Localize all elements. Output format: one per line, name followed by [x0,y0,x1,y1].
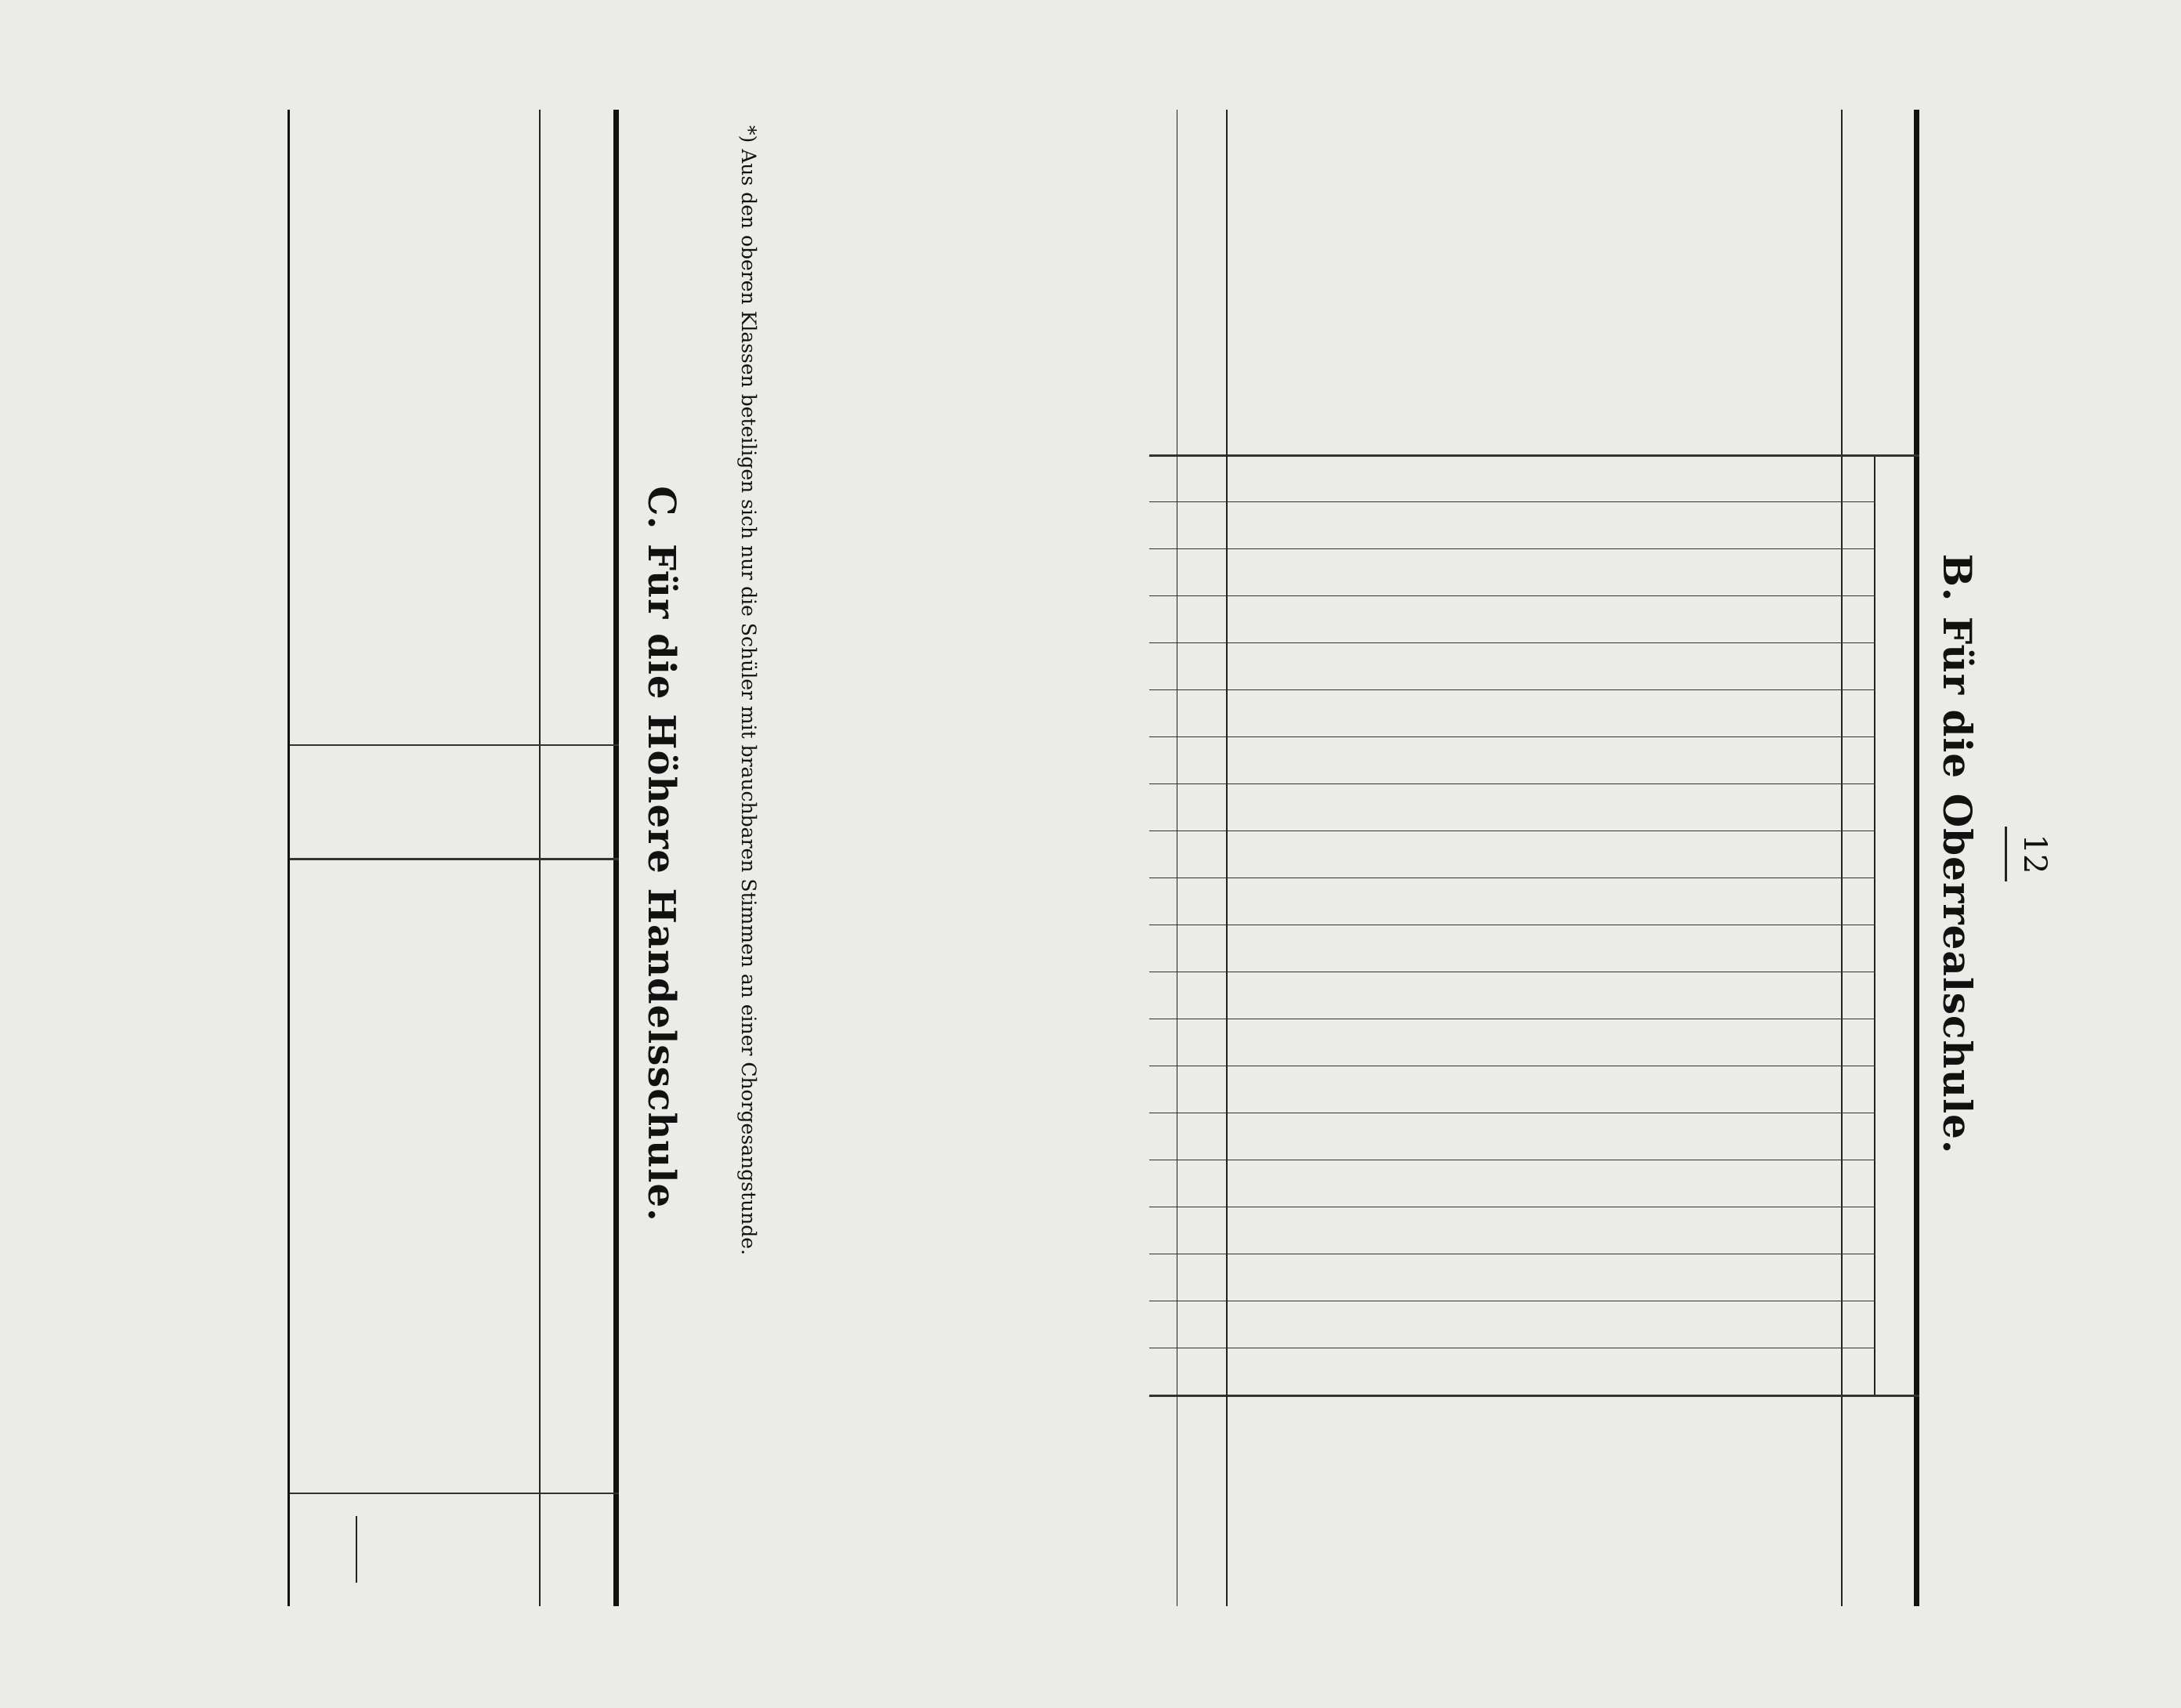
c-column-divider [290,744,619,746]
column-divider [1149,783,1875,784]
c-column-divider [290,858,619,860]
column-divider [1149,830,1875,831]
table-top-rule [1914,110,1919,1606]
column-divider [1149,501,1875,502]
column-divider [1149,548,1875,549]
column-divider [1149,689,1875,690]
rotated-document [94,78,2053,1630]
header-bottom-rule [1841,110,1843,1606]
column-divider [1149,454,1919,457]
summe-rule [1226,110,1228,1606]
c-column-divider [290,1493,619,1494]
footnote: *) Aus den oberen Klassen beteiligen sich nur die Schüler mit brauchbaren Stimmen an einer Chorgesangstunde. [737,125,760,1256]
column-divider [1149,642,1875,643]
page-number: 12 [2016,834,2053,874]
column-divider [1149,736,1875,737]
column-divider [1149,595,1875,596]
section-b-title: B. Für die Oberrealschule. [1934,553,1980,1155]
page-number-rule [2005,827,2007,881]
column-divider [1149,1395,1919,1397]
c-bottom-rule [288,110,290,1606]
section-c-title: C. Für die Höhere Handelsschule. [639,486,683,1222]
c-total-rule [356,1516,357,1583]
